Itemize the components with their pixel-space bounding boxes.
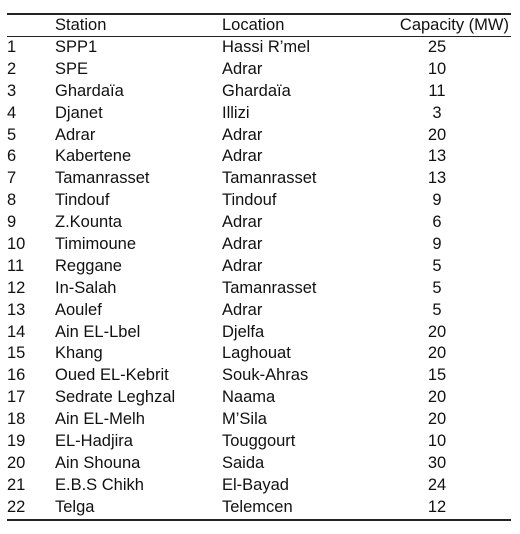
cell-station: SPE xyxy=(55,59,89,78)
cell-index: 8 xyxy=(7,191,17,210)
cell-location: Adrar xyxy=(222,235,263,254)
cell-index: 11 xyxy=(7,256,25,275)
table-row xyxy=(7,431,511,453)
cell-capacity: 10 xyxy=(427,59,447,78)
table-row xyxy=(7,278,511,300)
cell-capacity: 15 xyxy=(427,366,447,385)
table-row xyxy=(7,365,511,387)
table-row xyxy=(7,168,511,190)
cell-capacity: 13 xyxy=(427,169,447,188)
cell-index: 20 xyxy=(7,453,26,472)
cell-index: 16 xyxy=(7,366,26,385)
cell-index: 1 xyxy=(7,38,17,56)
cell-station: SPP1 xyxy=(55,38,98,56)
table-row xyxy=(7,409,511,431)
cell-location: Touggourt xyxy=(222,432,296,451)
cell-capacity: 20 xyxy=(427,388,447,407)
cell-station: Kabertene xyxy=(55,147,132,166)
cell-location: Laghouat xyxy=(222,344,291,363)
header-location: Location xyxy=(222,16,285,34)
cell-index: 5 xyxy=(7,125,17,144)
cell-station: Tamanrasset xyxy=(55,169,150,188)
cell-capacity: 11 xyxy=(428,81,446,100)
cell-location: Souk-Ahras xyxy=(222,366,309,385)
cell-station: Adrar xyxy=(55,125,96,144)
cell-capacity: 10 xyxy=(427,432,447,451)
cell-index: 12 xyxy=(7,278,26,297)
cell-station: Oued EL-Kebrit xyxy=(55,366,169,385)
cell-location: Ghardaïa xyxy=(222,81,291,100)
table-row xyxy=(7,59,511,81)
cell-location: Adrar xyxy=(222,125,263,144)
table-row xyxy=(7,103,511,125)
table-row xyxy=(7,146,511,168)
cell-capacity: 25 xyxy=(427,38,447,56)
cell-location: Tindouf xyxy=(222,191,277,210)
table-row xyxy=(7,37,511,59)
cell-capacity: 3 xyxy=(432,103,442,122)
cell-capacity: 20 xyxy=(427,410,447,429)
cell-location: Adrar xyxy=(222,59,263,78)
cell-location: Naama xyxy=(222,388,276,407)
cell-index: 21 xyxy=(7,475,26,494)
table-row xyxy=(7,387,511,409)
header-station: Station xyxy=(55,16,107,34)
table-row xyxy=(7,190,511,212)
cell-station: Khang xyxy=(55,344,103,363)
table-row xyxy=(7,343,511,365)
cell-index: 15 xyxy=(7,344,26,363)
cell-index: 17 xyxy=(7,388,26,407)
cell-location: Tamanrasset xyxy=(222,169,317,188)
cell-station: Ain EL-Lbel xyxy=(55,322,141,341)
table-row xyxy=(7,125,511,147)
cell-capacity: 12 xyxy=(427,497,447,516)
cell-station: Timimoune xyxy=(55,235,136,254)
cell-location: Adrar xyxy=(222,213,263,232)
table-row xyxy=(7,81,511,103)
header-capacity: Capacity (MW) xyxy=(399,16,509,34)
cell-index: 2 xyxy=(7,59,17,78)
cell-station: Sedrate Leghzal xyxy=(55,388,176,407)
cell-capacity: 9 xyxy=(432,191,442,210)
table-row xyxy=(7,322,511,344)
cell-location: Adrar xyxy=(222,256,263,275)
table-row xyxy=(7,453,511,475)
cell-location: Saida xyxy=(222,453,265,472)
cell-capacity: 20 xyxy=(427,125,447,144)
table-body xyxy=(7,37,511,519)
cell-location: Illizi xyxy=(222,103,250,122)
cell-station: Telga xyxy=(55,497,95,516)
cell-station: Reggane xyxy=(55,256,122,275)
cell-capacity: 20 xyxy=(427,344,447,363)
cell-station: EL-Hadjira xyxy=(55,432,133,451)
table-row xyxy=(7,300,511,322)
table-row xyxy=(7,475,511,497)
cell-index: 13 xyxy=(7,300,26,319)
cell-location: Djelfa xyxy=(222,322,265,341)
cell-index: 19 xyxy=(7,432,26,451)
cell-capacity: 5 xyxy=(432,300,442,319)
cell-station: Tindouf xyxy=(55,191,110,210)
cell-station: Ain Shouna xyxy=(55,453,141,472)
table-header-row xyxy=(7,15,511,36)
cell-location: El-Bayad xyxy=(222,475,289,494)
cell-station: Djanet xyxy=(55,103,103,122)
cell-index: 18 xyxy=(7,410,26,429)
cell-location: Adrar xyxy=(222,300,263,319)
cell-index: 6 xyxy=(7,147,17,166)
cell-index: 10 xyxy=(7,235,26,254)
cell-station: Ain EL-Melh xyxy=(55,410,145,429)
cell-location: Telemcen xyxy=(222,497,293,516)
table-row xyxy=(7,497,511,519)
cell-capacity: 13 xyxy=(427,147,447,166)
cell-index: 4 xyxy=(7,103,17,122)
cell-station: Aoulef xyxy=(55,300,102,319)
table-bottom-rule xyxy=(7,519,511,521)
cell-station: E.B.S Chikh xyxy=(55,475,144,494)
cell-capacity: 5 xyxy=(432,278,442,297)
cell-capacity: 5 xyxy=(432,256,442,275)
cell-location: Hassi R’mel xyxy=(222,38,311,56)
cell-location: M’Sila xyxy=(222,410,267,429)
cell-index: 14 xyxy=(7,322,26,341)
cell-location: Tamanrasset xyxy=(222,278,317,297)
cell-index: 7 xyxy=(7,169,17,188)
stations-table xyxy=(7,13,511,521)
cell-capacity: 30 xyxy=(427,453,447,472)
table-row xyxy=(7,234,511,256)
cell-station: Z.Kounta xyxy=(55,213,122,232)
cell-capacity: 9 xyxy=(432,235,442,254)
cell-index: 9 xyxy=(7,213,17,232)
table-row xyxy=(7,212,511,234)
cell-capacity: 24 xyxy=(427,475,447,494)
cell-station: Ghardaïa xyxy=(55,81,124,100)
cell-index: 22 xyxy=(7,497,26,516)
table-row xyxy=(7,256,511,278)
cell-station: In-Salah xyxy=(55,278,117,297)
cell-capacity: 6 xyxy=(432,213,442,232)
cell-index: 3 xyxy=(7,81,17,100)
cell-location: Adrar xyxy=(222,147,263,166)
cell-capacity: 20 xyxy=(427,322,447,341)
